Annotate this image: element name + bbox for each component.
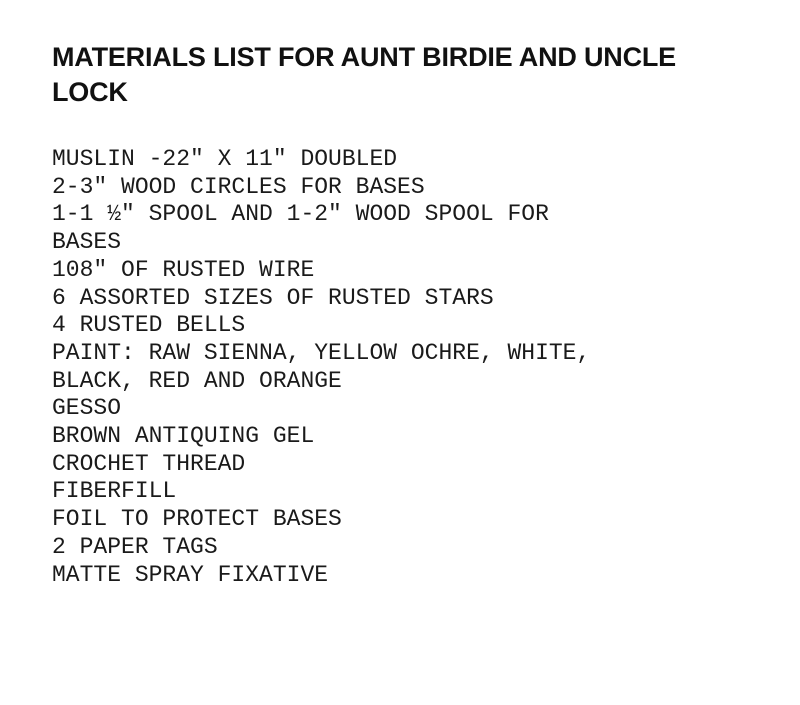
list-item: PAINT: RAW SIENNA, YELLOW OCHRE, WHITE, xyxy=(52,339,591,366)
list-item: 108″ OF RUSTED WIRE xyxy=(52,256,315,283)
materials-list xyxy=(52,146,772,589)
list-item: FIBERFILL xyxy=(52,478,177,505)
list-item: 1-1 ½″ SPOOL AND 1-2″ WOOD SPOOL FOR xyxy=(52,201,549,228)
list-item: 2 PAPER TAGS xyxy=(52,533,218,560)
list-item: 2-3″ WOOD CIRCLES FOR BASES xyxy=(52,173,425,200)
list-item: FOIL TO PROTECT BASES xyxy=(52,506,342,533)
list-item: GESSO xyxy=(52,395,122,422)
list-item: MATTE SPRAY FIXATIVE xyxy=(52,561,329,588)
list-item: MUSLIN -22″ X 11″ DOUBLED xyxy=(52,146,398,172)
list-item: BASES xyxy=(52,229,122,256)
list-item: BROWN ANTIQUING GEL xyxy=(52,423,315,450)
list-item: CROCHET THREAD xyxy=(52,450,246,477)
document-title: MATERIALS LIST FOR AUNT BIRDIE AND UNCLE LOCK xyxy=(52,42,676,107)
list-item: 4 RUSTED BELLS xyxy=(52,312,246,339)
list-item: BLACK, RED AND ORANGE xyxy=(52,367,342,394)
list-item: 6 ASSORTED SIZES OF RUSTED STARS xyxy=(52,284,494,311)
